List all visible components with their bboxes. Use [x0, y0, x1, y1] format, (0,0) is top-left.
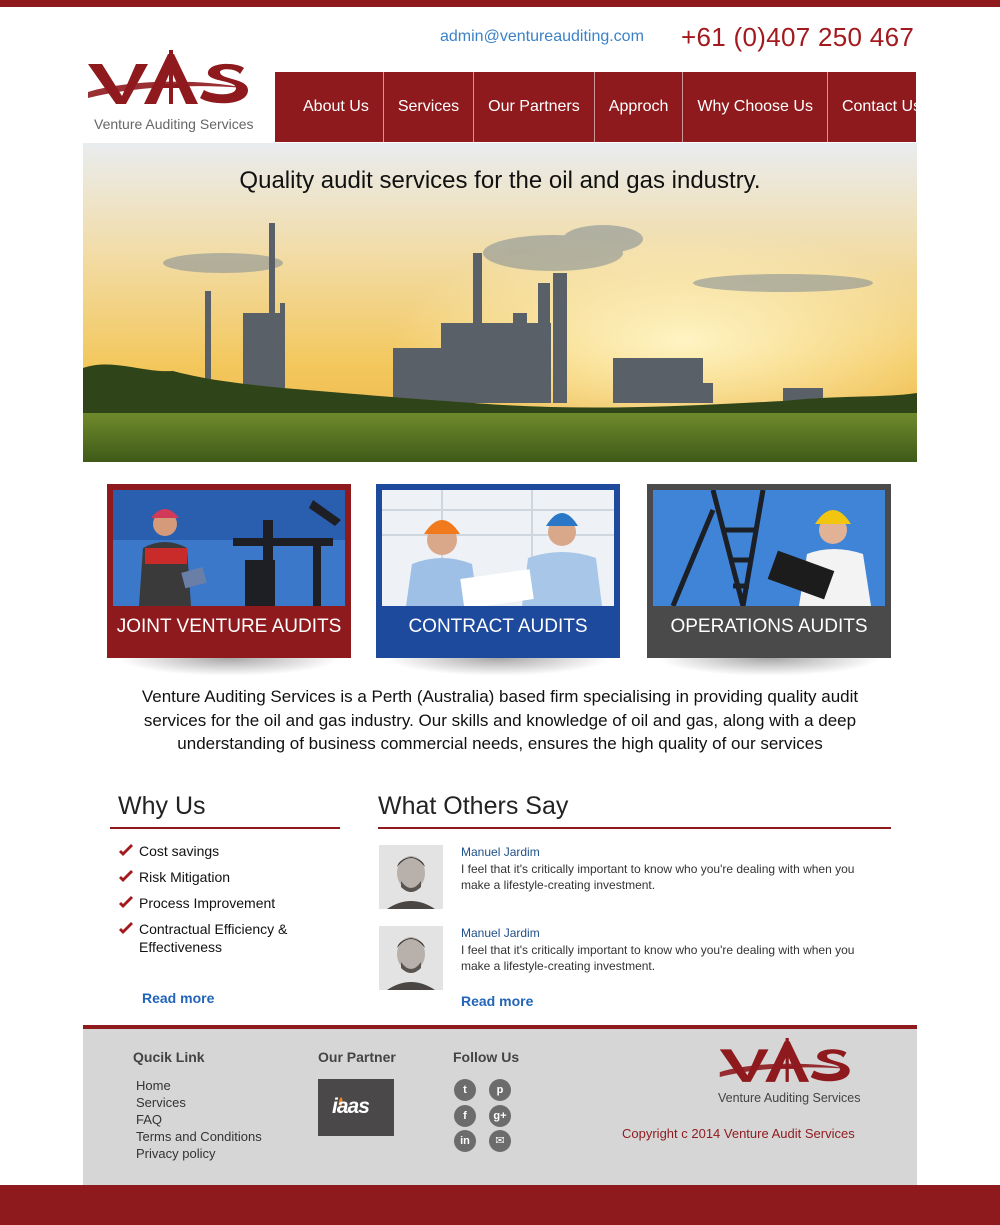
hero-banner	[83, 143, 917, 462]
list-item-text: Contractual Efficiency & Effectiveness	[139, 921, 288, 955]
testimonial-author: Manuel Jardim	[461, 926, 540, 940]
why-us-list	[118, 842, 338, 964]
testimonials-read-more-link[interactable]: Read more	[461, 993, 534, 1009]
testimonials-title: What Others Say	[378, 792, 569, 820]
top-accent-bar	[0, 0, 1000, 7]
list-item-text: Cost savings	[139, 843, 220, 859]
why-us-divider	[110, 827, 340, 829]
logo-tagline: Venture Auditing Services	[94, 116, 254, 132]
avatar	[379, 926, 443, 990]
intro-paragraph: Venture Auditing Services is a Perth (Australia) based firm specialising in providing quality audit services for the oil and gas industry. Our skills and knowledge of oil and gas, along with a deep understanding of business commercial needs, ensures the high quality of our services	[141, 687, 859, 753]
testimonial-quote: I feel that it's critically important to know who you're dealing with when you make a lifestyle-creating investment.	[461, 862, 855, 892]
footer-link-faq[interactable]: FAQ	[136, 1112, 163, 1127]
footer-link-privacy[interactable]: Privacy policy	[136, 1146, 216, 1161]
twitter-icon[interactable]: t	[454, 1079, 476, 1101]
footer-logo-tagline: Venture Auditing Services	[718, 1091, 861, 1105]
why-us-title: Why Us	[118, 792, 206, 820]
card-joint-venture-audits[interactable]	[107, 484, 351, 658]
footer-link-home[interactable]: Home	[136, 1078, 171, 1093]
quick-link-title: Qucik Link	[133, 1049, 205, 1065]
bottom-accent-bar	[0, 1185, 1000, 1225]
card-label: CONTRACT AUDITS	[408, 616, 588, 637]
testimonial-author: Manuel Jardim	[461, 845, 540, 859]
pinterest-icon[interactable]: p	[489, 1079, 511, 1101]
nav-approch[interactable]: Approch	[595, 72, 684, 142]
nav-services[interactable]: Services	[384, 72, 474, 142]
why-us-read-more-link[interactable]: Read more	[142, 990, 215, 1006]
facebook-icon[interactable]: f	[454, 1105, 476, 1127]
quick-links-list	[136, 1077, 262, 1162]
list-item	[118, 842, 338, 860]
card-operations-audits[interactable]	[647, 484, 891, 658]
mail-icon[interactable]: ✉	[489, 1130, 511, 1152]
nav-about-us[interactable]: About Us	[289, 72, 384, 142]
list-item-text: Risk Mitigation	[139, 869, 231, 885]
footer-link-terms[interactable]: Terms and Conditions	[136, 1129, 262, 1144]
linkedin-icon[interactable]: in	[454, 1130, 476, 1152]
nav-why-choose-us[interactable]: Why Choose Us	[683, 72, 828, 142]
card-photo-operations	[653, 490, 885, 606]
list-item	[118, 920, 338, 956]
card-photo-engineers	[382, 490, 614, 606]
google-plus-icon[interactable]: g+	[489, 1105, 511, 1127]
avatar	[379, 845, 443, 909]
card-shadow	[657, 658, 881, 676]
partner-logo-text: iaas	[332, 1095, 369, 1118]
contact-email-link[interactable]: admin@ventureauditing.com	[440, 28, 644, 45]
logo-mark	[86, 50, 258, 114]
card-label: JOINT VENTURE AUDITS	[116, 616, 342, 637]
hero-headline: Quality audit services for the oil and gas industry.	[239, 167, 761, 194]
card-label: OPERATIONS AUDITS	[670, 616, 868, 637]
main-nav	[275, 72, 922, 142]
partner-logo[interactable]	[318, 1079, 394, 1136]
list-item	[118, 894, 338, 912]
footer-link-services[interactable]: Services	[136, 1095, 186, 1110]
our-partner-title: Our Partner	[318, 1049, 396, 1065]
check-icon	[118, 895, 134, 911]
card-shadow	[386, 658, 610, 676]
nav-contact-us[interactable]: Contact Us	[841, 98, 922, 115]
check-icon	[118, 843, 134, 859]
copyright-text: Copyright c 2014 Venture Audit Services	[622, 1126, 855, 1141]
list-item	[118, 868, 338, 886]
follow-us-title: Follow Us	[453, 1049, 520, 1065]
footer-logo[interactable]	[712, 1038, 864, 1108]
card-shadow	[117, 658, 341, 676]
card-photo-oil-worker	[113, 490, 345, 606]
card-contract-audits[interactable]	[376, 484, 620, 658]
footer-logo-mark	[712, 1038, 864, 1090]
testimonial-quote: I feel that it's critically important to know who you're dealing with when you make a lifestyle-creating investment.	[461, 943, 855, 973]
site-logo[interactable]	[86, 50, 258, 134]
list-item-text: Process Improvement	[139, 895, 276, 911]
check-icon	[118, 869, 134, 885]
check-icon	[118, 921, 134, 937]
nav-our-partners[interactable]: Our Partners	[474, 72, 595, 142]
testimonials-divider	[378, 827, 891, 829]
contact-phone: +61 (0)407 250 467	[681, 22, 915, 52]
